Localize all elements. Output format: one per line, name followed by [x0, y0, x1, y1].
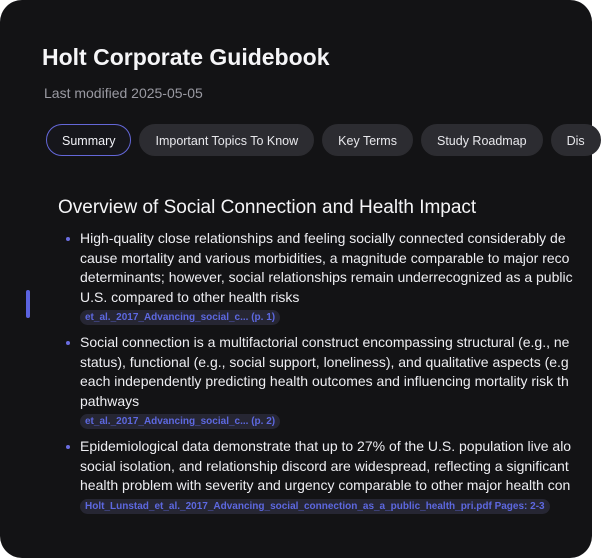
bullet-line: health problem with severity and urgency comparable to other major health con	[80, 477, 571, 493]
bullet-item	[62, 333, 570, 429]
bullet-line: determinants; however, social relationships remain underrecognized as a public	[80, 269, 573, 285]
bullet-line: Social connection is a multifactorial construct encompassing structural (e.g., ne	[80, 334, 570, 350]
bullet-line: High-quality close relationships and feeling socially connected considerably de	[80, 230, 566, 246]
bullet-line: social isolation, and relationship discord are widespread, reflecting a significant	[80, 457, 569, 474]
bullet-dot-icon	[66, 237, 70, 241]
bullet-line: Epidemiological data demonstrate that up to 27% of the U.S. population live alo	[80, 438, 572, 454]
bullet-line: U.S. compared to other health risks	[80, 288, 300, 305]
bullet-list	[62, 229, 573, 514]
last-modified-label: Last modified 2025-05-05	[44, 85, 203, 101]
tab-summary[interactable]: Summary	[46, 124, 131, 156]
tab-important-topics[interactable]: Important Topics To Know	[139, 124, 314, 156]
bullet-line: pathways	[80, 392, 140, 409]
summary-content	[62, 229, 573, 529]
scroll-indicator[interactable]	[26, 290, 30, 318]
bullet-item	[62, 229, 573, 325]
bullet-line: status), functional (e.g., social support, loneliness), and qualitative aspects (e.g	[80, 353, 569, 370]
bullet-dot-icon	[66, 341, 70, 345]
section-title: Overview of Social Connection and Health Impact	[58, 197, 477, 218]
tab-study-roadmap[interactable]: Study Roadmap	[421, 124, 543, 156]
citation-chip[interactable]: Holt_Lunstad_et_al._2017_Advancing_social_connection_as_a_public_health_pri.pdf Pages: 2-3	[80, 499, 550, 514]
tab-dis[interactable]: Dis	[551, 124, 601, 156]
citation-chip[interactable]: et_al._2017_Advancing_social_c... (p. 2)	[80, 414, 280, 429]
page-title: Holt Corporate Guidebook	[42, 44, 330, 70]
tab-key-terms[interactable]: Key Terms	[322, 124, 413, 156]
bullet-item	[62, 437, 572, 514]
bullet-line: cause mortality and various morbidities, a magnitude comparable to major reco	[80, 249, 570, 266]
tab-bar	[46, 124, 585, 160]
bullet-line: each independently predicting health outcomes and influencing mortality risk th	[80, 373, 569, 389]
citation-chip[interactable]: et_al._2017_Advancing_social_c... (p. 1)	[80, 310, 280, 325]
bullet-dot-icon	[66, 445, 70, 449]
